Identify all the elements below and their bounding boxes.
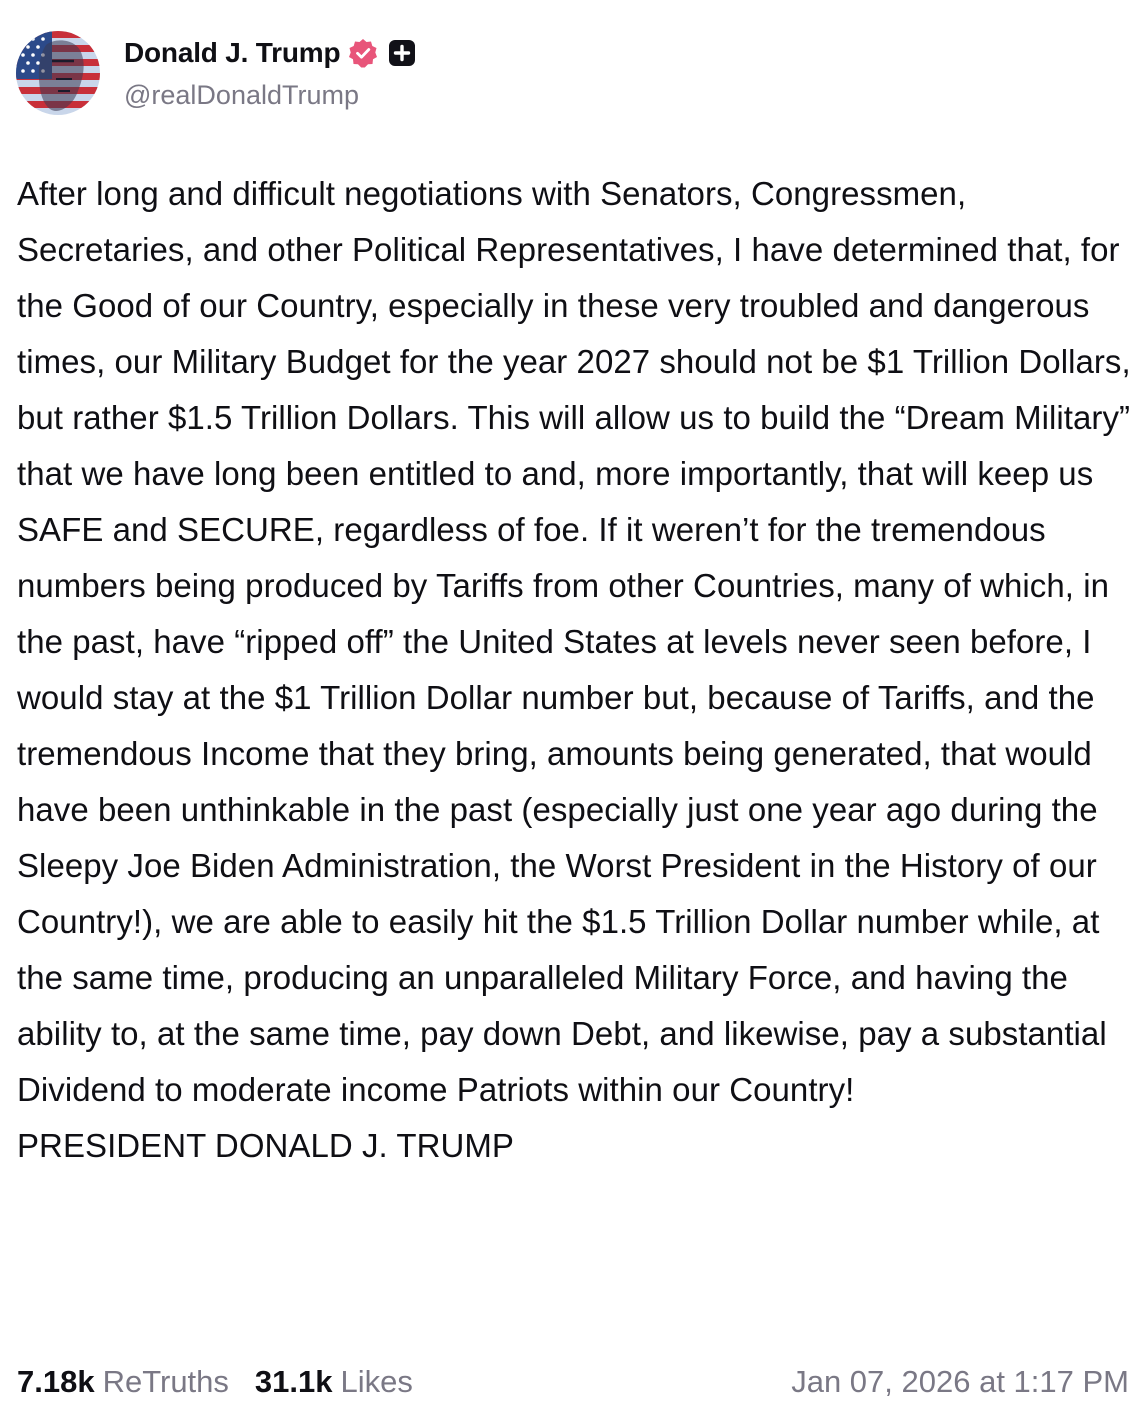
retruths-stat[interactable] [17,1364,229,1400]
name-row [124,31,416,75]
post-footer [17,1358,1129,1406]
post-signature: PRESIDENT DONALD J. TRUMP [17,1127,514,1164]
post-text: After long and difficult negotiations with Senators, Congressmen, Secretaries, and other Political Representatives, I have determined that, for the Good of our Country, especially in these very troubled and dangerous times, our Military Budget for the year 2027 should not be $1 Trillion Dollars, but rather $1.5 Trillion Dollars. This will allow us to build the “Dream Military” that we have long been entitled to and, more importantly, that will keep us SAFE and SECURE, regardless of foe. If it weren’t for the tremendous numbers being produced by Tariffs from other Countries, many of which, in the past, have “ripped off” the United States at levels never seen before, I would stay at the $1 Trillion Dollar number but, because of Tariffs, and the tremendous Income that they bring, amounts being generated, that would have been unthinkable in the past (especially just one year ago during the Sleepy Joe Biden Administration, the Worst President in the History of our Country!), we are able to easily hit the $1.5 Trillion Dollar number while, at the same time, producing an unparalleled Military Force, and having the ability to, at the same time, pay down Debt, and likewise, pay a substantial Dividend to moderate income Patriots within our Country! [17,175,1131,1108]
author-handle[interactable]: @realDonaldTrump [124,80,359,110]
retruths-count: 7.18k [17,1364,95,1399]
retruths-label: ReTruths [102,1364,229,1399]
likes-count: 31.1k [254,1364,333,1399]
avatar-image [16,31,100,115]
post-header [16,30,416,116]
verified-badge-icon [348,38,378,68]
post-timestamp[interactable]: Jan 07, 2026 at 1:17 PM [791,1364,1129,1399]
author-display-name[interactable]: Donald J. Trump [124,37,341,68]
author-names [124,31,416,115]
plus-square-icon [388,39,416,67]
likes-label: Likes [340,1364,413,1399]
likes-stat[interactable] [255,1364,413,1400]
avatar[interactable] [16,31,100,115]
post-body [17,166,1137,1174]
